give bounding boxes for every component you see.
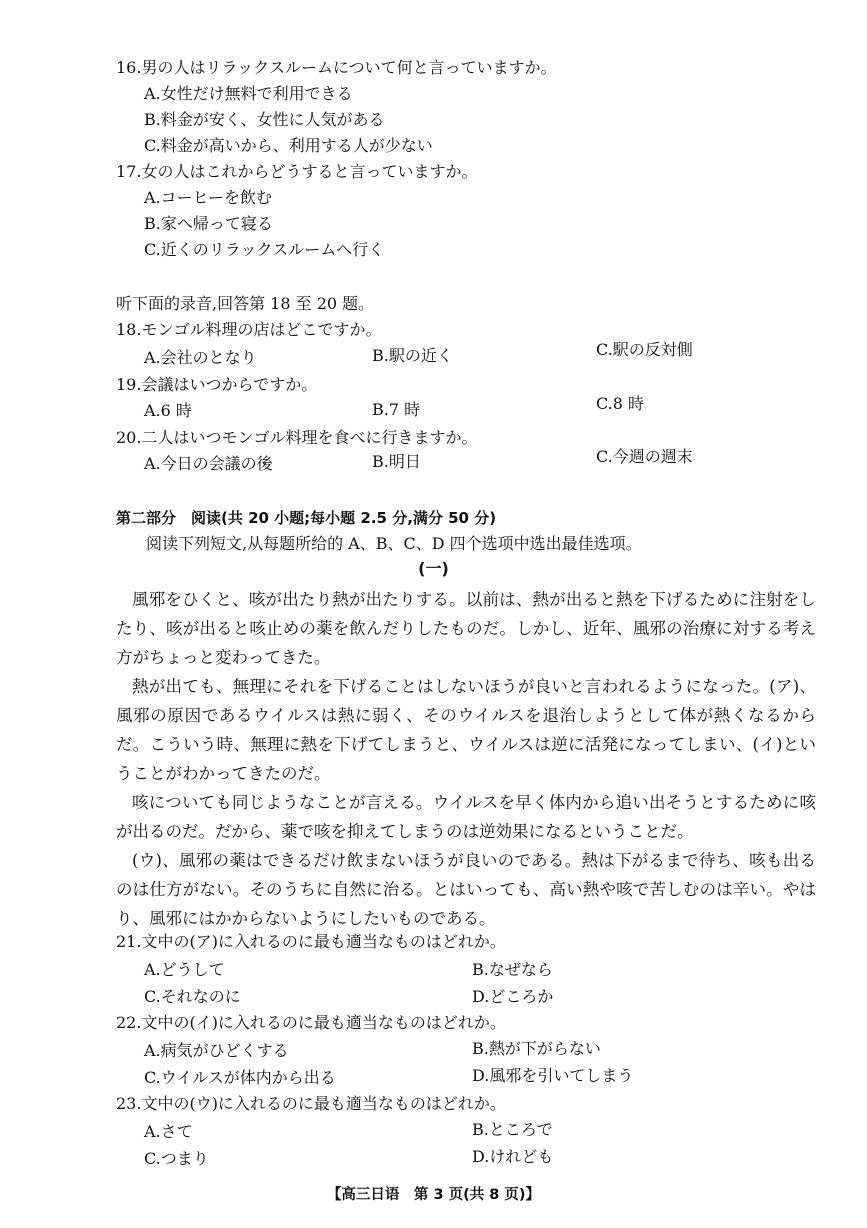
question-23-stem: 23.文中の(ウ)に入れるのに最も適当なものはどれか。 (116, 1094, 506, 1113)
page-footer: 【高三日语 第 3 页(共 8 页)】 (326, 1187, 541, 1203)
question-16-option-b: B.料金が安く、女性に人気がある (144, 110, 385, 129)
question-17-option-b: B.家へ帰って寝る (144, 214, 273, 233)
question-23-option-b: B.ところで (472, 1120, 553, 1139)
question-17-option-c: C.近くのリラックスルームへ行く (144, 240, 385, 259)
question-20-option-a: A.今日の会議の後 (144, 454, 273, 473)
reading-section-title: 第二部分 阅读(共 20 小题;每小题 2.5 分,满分 50 分) (116, 509, 497, 527)
question-17-stem: 17.女の人はこれからどうすると言っていますか。 (116, 162, 478, 181)
question-18-option-b: B.駅の近く (372, 346, 453, 365)
question-16-option-a: A.女性だけ無料で利用できる (144, 84, 353, 103)
question-21-stem: 21.文中の(ア)に入れるのに最も適当なものはどれか。 (116, 932, 506, 951)
question-16-option-c: C.料金が高いから、利用する人が少ない (144, 136, 433, 155)
question-18-option-a: A.会社のとなり (144, 348, 257, 367)
question-21-option-a: A.どうして (144, 960, 225, 979)
question-22-option-d: D.風邪を引いてしまう (472, 1066, 634, 1085)
question-22-option-c: C.ウイルスが体内から出る (144, 1068, 336, 1087)
question-20-option-c: C.今週の週末 (596, 447, 693, 466)
listening-instruction: 听下面的录音,回答第 18 至 20 题。 (116, 294, 375, 313)
question-23-option-d: D.けれども (472, 1147, 554, 1166)
question-19-option-c: C.8 時 (596, 394, 645, 413)
passage-number: (一) (418, 559, 449, 578)
passage-paragraph: 咳についても同じようなことが言える。ウイルスを早く体内から追い出そうとするために咳が出るのだ。だから、薬で咳を抑えてしまうのは逆効果になるということだ。 (116, 793, 816, 841)
question-20-stem: 20.二人はいつモンゴル料理を食べに行きますか。 (116, 428, 478, 447)
reading-instruction: 阅读下列短文,从每题所给的 A、B、C、D 四个选项中选出最佳选项。 (146, 534, 642, 553)
question-22-stem: 22.文中の(イ)に入れるのに最も適当なものはどれか。 (116, 1013, 506, 1032)
question-16-stem: 16.男の人はリラックスルームについて何と言っていますか。 (116, 58, 557, 77)
question-21-option-d: D.どころか (472, 987, 554, 1006)
question-21-option-b: B.なぜなら (472, 960, 553, 979)
question-22-option-b: B.熱が下がらない (472, 1039, 601, 1058)
passage-paragraph: (ウ)、風邪の薬はできるだけ飲まないほうが良いのである。熱は下がるまで待ち、咳も出るのは仕方がない。そのうちに自然に治る。とはいっても、高い熱や咳で苦しむのは辛い。やはり、風邪にはかからないようにしたいものである。 (116, 851, 816, 928)
passage-paragraph: 風邪をひくと、咳が出たり熱が出たりする。以前は、熱が出ると熱を下げるために注射をしたり、咳が出ると咳止めの薬を飲んだりしたものだ。しかし、近年、風邪の治療に対する考え方がちょっと変わってきた。 (116, 590, 816, 667)
question-19-option-a: A.6 時 (144, 401, 192, 420)
question-18-stem: 18.モンゴル料理の店はどこですか。 (116, 320, 382, 339)
question-22-option-a: A.病気がひどくする (144, 1041, 289, 1060)
question-20-option-b: B.明日 (372, 452, 421, 471)
passage-paragraph: 熱が出ても、無理にそれを下げることはしないほうが良いと言われるようになった。(ア)、風邪の原因であるウイルスは熱に弱く、そのウイルスを退治しようとして体が熱くなるからだ。こういう時、無理に熱を下げてしまうと、ウイルスは逆に活発になってしまい、(イ)ということがわかってきたのだ。 (116, 677, 816, 783)
question-23-option-c: C.つまり (144, 1149, 209, 1168)
question-19-stem: 19.会議はいつからですか。 (116, 375, 318, 394)
question-19-option-b: B.7 時 (372, 400, 421, 419)
question-18-option-c: C.駅の反対側 (596, 340, 693, 359)
question-21-option-c: C.それなのに (144, 987, 241, 1006)
question-23-option-a: A.さて (144, 1122, 193, 1141)
question-17-option-a: A.コーヒーを飲む (144, 188, 273, 207)
